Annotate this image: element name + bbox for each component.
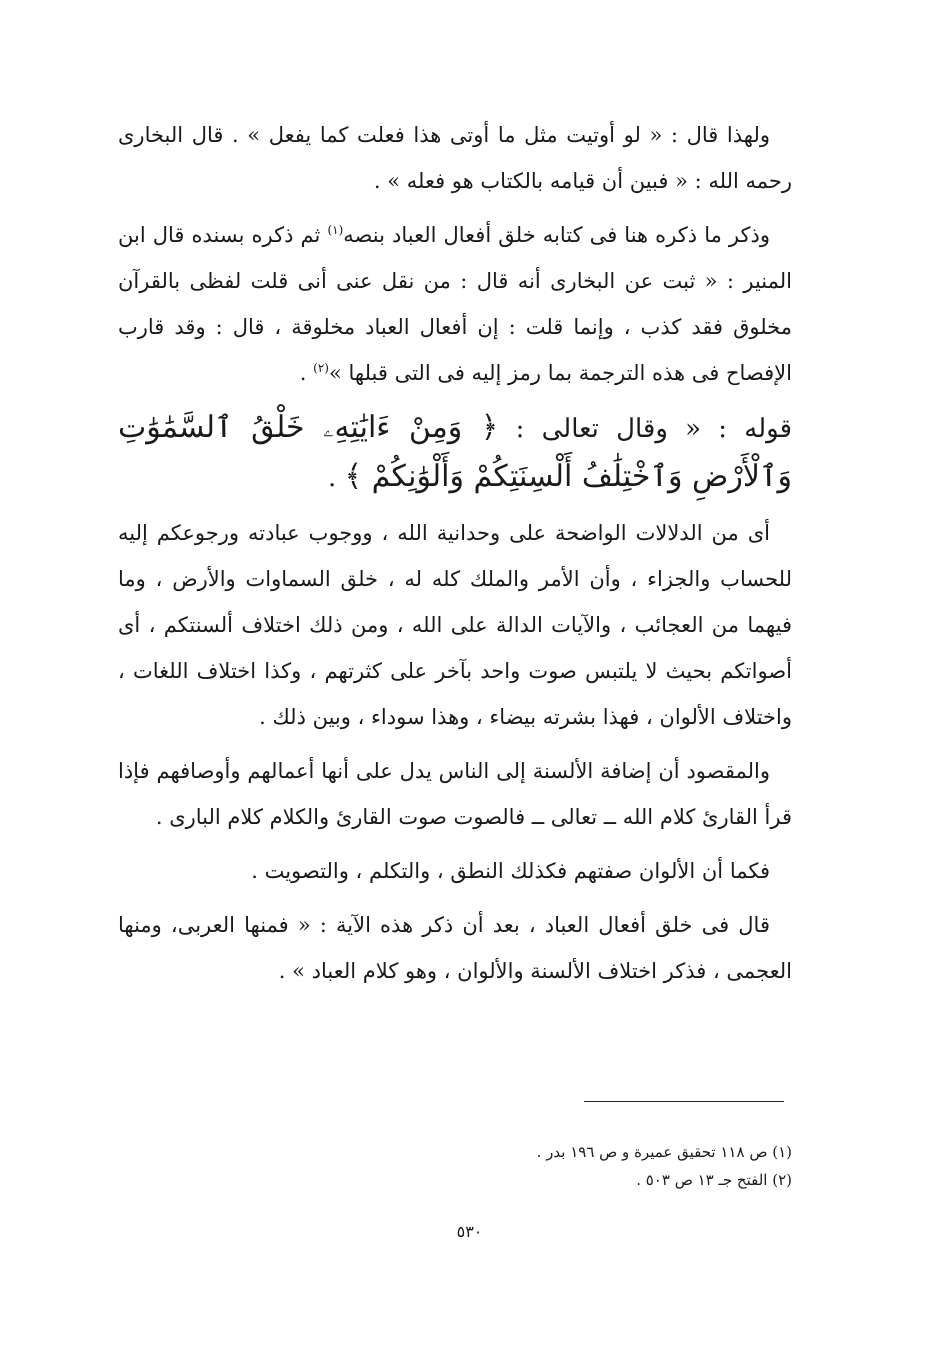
paragraph-5: فكما أن الألوان صفتهم فكذلك النطق ، والتكلم ، والتصويت . bbox=[251, 859, 770, 883]
main-text bbox=[118, 112, 792, 1002]
footnote-1: (١) ص ١١٨ تحقيق عميرة و ص ١٩٦ بدر . bbox=[536, 1143, 792, 1161]
footnotes bbox=[300, 1138, 792, 1194]
footnote-divider bbox=[584, 1101, 784, 1102]
paragraph-4: والمقصود أن إضافة الألسنة إلى الناس يدل على أنها أعمالهم وأوصافهم فإذا قرأ القارئ كلام الله ــ تعالى ــ فالصوت صوت القارئ والكلام كلام البارى . bbox=[118, 759, 792, 829]
paragraph-2-end: . bbox=[299, 361, 314, 385]
paragraph-1 bbox=[118, 112, 792, 204]
quran-verse: ﴿ وَمِنْ ءَايَٰتِهِۦ خَلْقُ ٱلسَّمَٰوَٰتِ وَٱلْأَرْضِ وَٱخْتِلَٰفُ أَلْسِنَتِكُمْ وَأَلْوَٰنِكُمْ ﴾ bbox=[118, 410, 792, 494]
paragraph-2 bbox=[118, 212, 792, 396]
paragraph-2-text-b: ثم ذكره بسنده قال ابن المنير : « ثبت عن البخارى أنه قال : من نقل عنى أنى قلت لفظى بالقرآن مخلوق فقد كذب ، وإنما قلت : إن أفعال العباد مخلوقة ، قال : وقد قارب الإفصاح فى هذه الترجمة بما رمز إليه فى التى قبلها » bbox=[118, 223, 792, 385]
verse-intro: قوله : « وقال تعالى : bbox=[498, 414, 792, 444]
footnote-ref-2[interactable]: (٢) bbox=[313, 361, 329, 375]
footnote-ref-1[interactable]: (١) bbox=[327, 223, 344, 237]
paragraph-1-line-2: رحمه الله : « فبين أن قيامه بالكتاب هو فعله » . bbox=[373, 169, 792, 193]
paragraph-1-line-1: ولهذا قال : « لو أوتيت مثل ما أوتى هذا فعلت كما يفعل » . قال البخارى bbox=[118, 123, 770, 147]
verse-end: . bbox=[327, 463, 345, 493]
verse-paragraph bbox=[118, 404, 792, 502]
paragraph-6: قال فى خلق أفعال العباد ، بعد أن ذكر هذه الآية : « فمنها العربى، ومنها العجمى ، فذكر اختلاف الألسنة والألوان ، وهو كلام العباد » . bbox=[118, 913, 792, 983]
page-number: ٥٣٠ bbox=[456, 1222, 483, 1241]
paragraph-3: أى من الدلالات الواضحة على وحدانية الله ، ووجوب عبادته ورجوعكم إليه للحساب والجزاء ، وأن الأمر والملك كله له ، خلق السماوات والأرض ، وما فيهما من العجائب ، والآيات الدالة على الله ، ومن ذلك اختلاف ألسنتكم ، أى أصواتكم بحيث لا يلتبس صوت واحد بآخر على كثرتهم ، وكذا اختلاف اللغات ، واختلاف الألوان ، فهذا بشرته بيضاء ، وهذا سوداء ، وبين ذلك . bbox=[118, 521, 792, 729]
paragraph-2-text-a: وذكر ما ذكره هنا فى كتابه خلق أفعال العباد بنصه bbox=[343, 223, 770, 247]
footnote-2: (٢) الفتح جـ ١٣ ص ٥٠٣ . bbox=[636, 1171, 792, 1189]
